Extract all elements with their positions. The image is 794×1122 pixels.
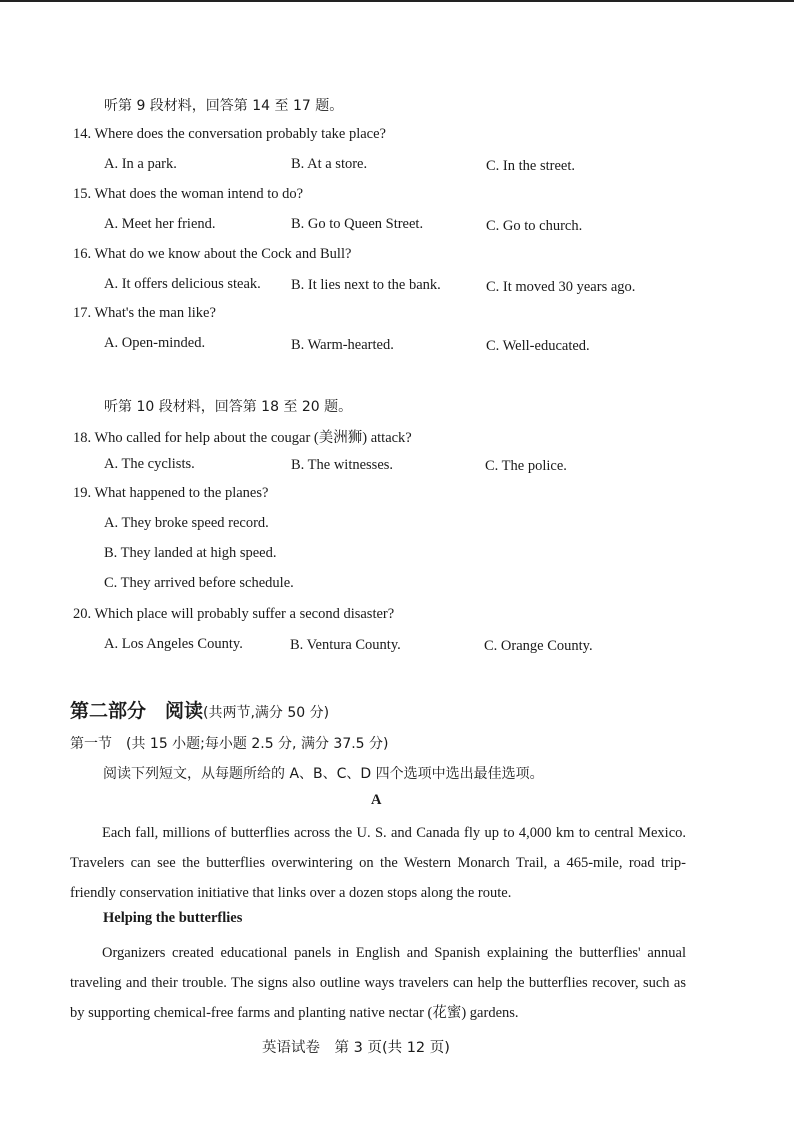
question-18-option-c: C. The police.: [485, 458, 567, 474]
question-20-option-b: B. Ventura County.: [290, 637, 401, 653]
question-16-option-a: A. It offers delicious steak.: [104, 276, 261, 292]
part-2-title-line: [70, 696, 329, 723]
question-15-stem: 15. What does the woman intend to do?: [73, 186, 304, 202]
question-19-option-a: A. They broke speed record.: [104, 515, 269, 531]
question-17-option-c: C. Well-educated.: [486, 338, 590, 354]
question-16-option-c: C. It moved 30 years ago.: [486, 279, 636, 295]
part-2-section-1-heading: 第一节 (共 15 小题;每小题 2.5 分, 满分 37.5 分): [70, 736, 389, 752]
question-15-option-b: B. Go to Queen Street.: [291, 216, 424, 232]
question-18-stem: 18. Who called for help about the cougar (美洲狮) attack?: [73, 430, 412, 446]
part-2-title: 第二部分 阅读: [70, 700, 204, 722]
reading-instruction: 阅读下列短文，从每题所给的 A、B、C、D 四个选项中选出最佳选项。: [103, 766, 544, 782]
question-15-option-c: C. Go to church.: [486, 218, 583, 234]
question-20-stem: 20. Which place will probably suffer a second disaster?: [73, 606, 395, 622]
part-2-title-note: (共两节,满分 50 分): [203, 705, 330, 721]
passage-paragraph-1-text: Each fall, millions of butterflies across the U. S. and Canada fly up to 4,000 km to central Mexico. Travelers can see the butterflies overwintering on the Western Monarch Trail, a 465-mile, road trip-friendly conservation initiative that links over a dozen stops along the route.: [70, 825, 686, 901]
question-18-option-a: A. The cyclists.: [104, 456, 195, 472]
passage-letter: A: [371, 792, 382, 808]
page-footer: 英语试卷 第 3 页(共 12 页): [262, 1040, 450, 1056]
passage-paragraph-2: [70, 938, 686, 1028]
question-20-option-a: A. Los Angeles County.: [104, 636, 243, 652]
section-9-heading: 听第 9 段材料，回答第 14 至 17 题。: [104, 98, 344, 114]
passage-subheading: Helping the butterflies: [103, 910, 243, 926]
question-19-stem: 19. What happened to the planes?: [73, 485, 269, 501]
top-border-line: [0, 0, 794, 2]
question-14-option-a: A. In a park.: [104, 156, 177, 172]
question-16-stem: 16. What do we know about the Cock and Bull?: [73, 246, 352, 262]
question-19-option-b: B. They landed at high speed.: [104, 545, 277, 561]
question-19-option-c: C. They arrived before schedule.: [104, 575, 294, 591]
question-18-option-b: B. The witnesses.: [291, 457, 394, 473]
question-14-option-c: C. In the street.: [486, 158, 575, 174]
question-14-stem: 14. Where does the conversation probably take place?: [73, 126, 386, 142]
question-17-option-b: B. Warm-hearted.: [291, 337, 394, 353]
question-14-option-b: B. At a store.: [291, 156, 368, 172]
question-17-stem: 17. What's the man like?: [73, 305, 216, 321]
passage-paragraph-2-text: Organizers created educational panels in English and Spanish explaining the butterflies' annual traveling and their trouble. The signs also outline ways travelers can help the butterflies recover, such as by supporting chemical-free farms and planting native nectar (花蜜) gardens.: [70, 945, 686, 1021]
question-17-option-a: A. Open-minded.: [104, 335, 206, 351]
section-10-heading: 听第 10 段材料，回答第 18 至 20 题。: [104, 399, 353, 415]
question-15-option-a: A. Meet her friend.: [104, 216, 216, 232]
question-16-option-b: B. It lies next to the bank.: [291, 277, 441, 293]
question-20-option-c: C. Orange County.: [484, 638, 593, 654]
passage-paragraph-1: [70, 818, 686, 908]
